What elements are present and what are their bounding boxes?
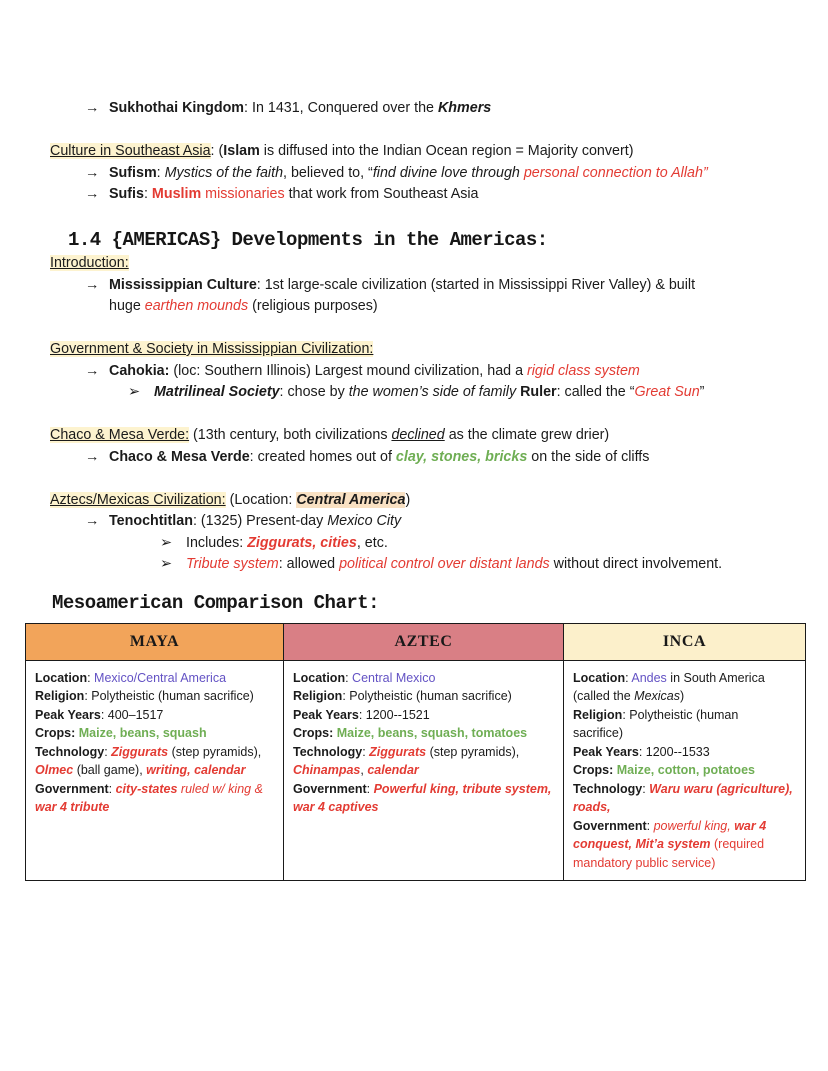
bullet-arrow-icon: → — [85, 186, 100, 202]
text-run: clay, stones, bricks — [395, 448, 528, 465]
text-run: : Polytheistic (human sacrifice) — [342, 689, 512, 703]
table-body-row — [26, 660, 806, 881]
table-cell-2 — [564, 660, 806, 881]
text-run: Olmec — [35, 763, 74, 777]
comparison-chart-title — [50, 590, 798, 616]
text-run: Government — [573, 818, 647, 833]
text-run: personal connection to Allah” — [523, 164, 708, 181]
text-run: Crops: — [35, 726, 76, 740]
bullet-text — [109, 184, 798, 206]
text-run: (required — [710, 837, 765, 851]
maya-cell-line — [35, 761, 274, 780]
space — [50, 120, 798, 142]
text-run: (step pyramids), — [426, 744, 520, 759]
space — [50, 206, 798, 228]
text-run: war 4 tribute — [35, 800, 110, 814]
text-run: : — [362, 744, 370, 759]
text-run: Mississippian Culture — [109, 276, 257, 293]
text-run: without direct involvement. — [549, 556, 723, 572]
comparison-table-section — [0, 623, 828, 882]
text-run: Crops: — [293, 726, 334, 740]
heading-culture-southeast-asia — [50, 141, 798, 163]
text-run: the women’s side of family — [348, 384, 521, 400]
comparison-table-wrap — [25, 623, 805, 882]
text-run: rigid class system — [527, 362, 640, 379]
bullet-text — [109, 511, 798, 533]
bullet-includes — [50, 533, 798, 555]
aztec-cell-line — [293, 669, 554, 688]
text-run: Religion — [573, 707, 623, 722]
text-run: Chaco & Mesa Verde: — [50, 427, 190, 443]
inca-cell-line — [573, 724, 796, 743]
text-run: huge — [109, 298, 145, 314]
bullet-mississippian-culture — [50, 275, 798, 318]
text-run: is diffused into the Indian Ocean region = Majority convert) — [259, 143, 634, 159]
text-run: : — [104, 744, 112, 759]
text-run: Sufis — [109, 186, 144, 202]
text-run: Cahokia: — [109, 362, 170, 379]
text-run: Technology — [293, 744, 363, 759]
text-run: : — [143, 186, 152, 202]
heading-aztecs-mexicas — [50, 490, 798, 512]
text-run: Central America — [296, 491, 406, 508]
bullet-arrow-icon: → — [85, 100, 100, 116]
table-header-inca: INCA — [564, 623, 806, 660]
text-run: : 400–1517 — [100, 707, 164, 722]
text-run: : — [345, 670, 353, 685]
text-run: : — [108, 781, 116, 796]
text-run: : — [646, 818, 654, 833]
bullet-chaco-mesa-verde — [50, 447, 798, 469]
text-run: (religious purposes) — [248, 298, 378, 314]
text-run: Government & Society in Mississippian Civilization: — [50, 341, 374, 357]
text-run: Central Mexico — [352, 670, 436, 685]
table-header-maya: MAYA — [26, 623, 284, 660]
text-run: Includes: — [186, 534, 248, 551]
text-run: Religion — [293, 689, 343, 703]
text-run: Location — [35, 670, 88, 685]
text-run: Mexico/Central America — [94, 670, 227, 685]
text-run: Maize, cotton, potatoes — [616, 763, 755, 777]
inca-cell-line — [573, 687, 796, 706]
maya-cell-line — [35, 687, 274, 706]
text-run: : called the “ — [556, 384, 635, 400]
text-run: Government — [293, 781, 367, 796]
text-run: ” — [699, 384, 705, 400]
table-cell-0 — [26, 660, 284, 881]
bullet-sukhothai — [50, 98, 798, 120]
maya-cell-line — [35, 798, 274, 817]
text-run: : — [642, 781, 650, 796]
aztec-cell-line — [293, 798, 554, 817]
inca-cell-line — [573, 854, 796, 873]
text-run: Peak Years — [293, 707, 359, 722]
text-run: , — [360, 763, 368, 777]
text-run: Peak Years — [35, 707, 101, 722]
text-run: Matrilineal Society — [154, 384, 280, 400]
bullet-arrow-icon: → — [85, 362, 100, 379]
text-run: Islam — [223, 143, 260, 159]
text-run: : allowed — [278, 556, 340, 572]
text-run: (ball game), — [73, 763, 147, 777]
text-run: on the side of cliffs — [527, 448, 650, 465]
inca-cell-line — [573, 835, 796, 854]
text-run: (called the — [573, 689, 635, 703]
space — [50, 468, 798, 490]
text-run: city-states — [115, 781, 178, 796]
text-run: : (1325) Present-day — [192, 513, 328, 529]
text-run: Mexico City — [327, 513, 402, 529]
text-run: Peak Years — [573, 744, 639, 759]
text-run: 1.4 {AMERICAS} Developments in the Americas: — [68, 229, 548, 251]
text-run: earthen mounds — [144, 298, 249, 314]
space — [50, 318, 798, 340]
text-run: : — [156, 164, 165, 181]
bullet-cahokia — [50, 361, 798, 383]
text-run: : 1200--1533 — [638, 744, 710, 759]
text-run: Culture in Southeast Asia — [50, 143, 211, 159]
inca-cell-line — [573, 743, 796, 762]
text-run: ruled w/ king & — [180, 781, 263, 796]
aztec-cell-line — [293, 780, 554, 799]
heading-introduction — [50, 253, 798, 275]
text-run: Location — [573, 670, 626, 685]
text-run: Crops: — [573, 763, 614, 777]
text-run: writing, calendar — [146, 763, 246, 777]
inca-cell-line — [573, 798, 796, 817]
text-run: that work from Southeast Asia — [284, 186, 479, 202]
text-run: (loc: Southern Illinois) Largest mound civilization, had a — [169, 362, 527, 379]
maya-cell-line — [35, 743, 274, 762]
text-run: Ziggurats — [369, 744, 427, 759]
aztec-cell-line — [293, 761, 554, 780]
text-run: Muslim — [151, 186, 202, 202]
text-run: : 1200--1521 — [358, 707, 430, 722]
bullet-arrow-icon: → — [85, 513, 100, 529]
aztec-cell-line — [293, 706, 554, 725]
text-run: (13th century, both civilizations — [189, 427, 392, 443]
text-run: Powerful king, tribute system, — [373, 781, 552, 796]
text-run: Ziggurats — [111, 744, 169, 759]
text-run: : Polytheistic (human sacrifice) — [84, 689, 254, 703]
bullet-text — [109, 163, 798, 185]
mesoamerican-comparison-table — [25, 623, 806, 882]
bullet-text — [109, 98, 798, 120]
text-run: war 4 captives — [293, 800, 379, 814]
bullet-sufism — [50, 163, 798, 185]
text-run: Maize, beans, squash — [78, 726, 207, 740]
table-header-aztec: AZTEC — [284, 623, 564, 660]
bullet-tenochtitlan — [50, 511, 798, 533]
text-run: Religion — [35, 689, 85, 703]
bullet-text — [154, 382, 798, 404]
text-run: Waru waru (agriculture), — [649, 781, 793, 796]
aztec-cell-line — [293, 687, 554, 706]
text-run: : created homes out of — [249, 448, 396, 465]
maya-cell-line — [35, 669, 274, 688]
text-run: sacrifice) — [573, 726, 624, 740]
inca-cell-line — [573, 706, 796, 725]
text-run: in South America — [666, 670, 765, 685]
text-run: Khmers — [437, 100, 492, 116]
bullet-sufis — [50, 184, 798, 206]
text-run: Ruler — [520, 384, 557, 400]
bullet-text — [186, 533, 798, 555]
text-run: powerful king, — [653, 818, 731, 833]
text-run: war 4 — [734, 818, 767, 833]
text-run: find divine love through — [372, 164, 524, 181]
maya-cell-line — [35, 724, 274, 743]
inca-cell-line — [573, 817, 796, 836]
text-run: Government — [35, 781, 109, 796]
text-run: Sufism — [109, 164, 157, 181]
text-run: Sukhothai Kingdom — [109, 100, 245, 116]
text-run: : Polytheistic (human — [622, 707, 739, 722]
bullet-tribute-system — [50, 554, 798, 576]
text-run: ) — [680, 689, 685, 703]
text-run: political control over distant lands — [339, 556, 550, 572]
aztec-cell-line — [293, 743, 554, 762]
text-run: Aztecs/Mexicas Civilization: — [50, 491, 226, 508]
bullet-matrilineal-society — [50, 382, 798, 404]
heading-government-society — [50, 339, 798, 361]
inca-cell-line — [573, 669, 796, 688]
text-run: Tenochtitlan — [109, 513, 193, 529]
bullet-arrow-icon: ➢ — [128, 384, 140, 400]
table-cell-1 — [284, 660, 564, 881]
section-heading-americas — [50, 227, 798, 253]
text-run: Mystics of the faith — [164, 164, 284, 181]
text-run: mandatory public service) — [573, 855, 716, 870]
text-run: Ziggurats, cities — [247, 534, 357, 551]
text-run: , etc. — [356, 534, 388, 551]
text-run: Maize, beans, squash, tomatoes — [336, 726, 528, 740]
table-header-row — [26, 623, 806, 660]
text-run: : — [87, 670, 95, 685]
bullet-arrow-icon: ➢ — [160, 534, 172, 551]
text-run: : — [625, 670, 632, 685]
text-run: (Location: — [225, 491, 297, 508]
text-run: Introduction: — [50, 255, 129, 271]
inca-cell-line — [573, 761, 796, 780]
bullet-text — [109, 275, 798, 318]
aztec-cell-line — [293, 724, 554, 743]
text-run: (step pyramids), — [168, 744, 262, 759]
inca-cell-line — [573, 780, 796, 799]
text-run: conquest, Mit’a system — [573, 837, 711, 851]
text-run: Chinampas — [293, 763, 361, 777]
text-run: Mesoamerican Comparison Chart: — [52, 591, 380, 614]
text-run: : 1st large-scale civilization (started in Mississippi River Valley) & built — [256, 276, 696, 293]
bullet-arrow-icon: → — [85, 164, 100, 181]
text-run: : ( — [210, 143, 224, 159]
text-run: Andes — [631, 670, 667, 685]
text-run: : In 1431, Conquered over the — [244, 100, 438, 116]
text-run: Technology — [573, 781, 643, 796]
bullet-text — [109, 447, 798, 469]
text-run: Tribute system — [186, 556, 279, 572]
bullet-text — [186, 554, 798, 576]
text-run: Technology — [35, 744, 105, 759]
bullet-arrow-icon: → — [85, 276, 100, 293]
text-run: Location — [293, 670, 346, 685]
text-run: Mexicas — [634, 689, 680, 703]
text-run: missionaries — [201, 186, 285, 202]
text-run: Chaco & Mesa Verde — [109, 448, 250, 465]
text-run: , believed to, “ — [283, 164, 373, 181]
maya-cell-line — [35, 780, 274, 799]
text-run: roads, — [573, 800, 611, 814]
text-run: calendar — [367, 763, 419, 777]
bullet-text — [109, 361, 798, 383]
maya-cell-line — [35, 706, 274, 725]
bullet-arrow-icon: → — [85, 448, 100, 465]
text-run: declined — [391, 427, 445, 443]
text-run: : — [366, 781, 374, 796]
space — [50, 404, 798, 426]
bullet-arrow-icon: ➢ — [160, 556, 172, 572]
heading-chaco-mesa-verde — [50, 425, 798, 447]
text-run: as the climate grew drier) — [444, 427, 610, 443]
text-run: Great Sun — [634, 384, 700, 400]
text-run: : chose by — [279, 384, 349, 400]
text-run: ) — [405, 491, 411, 508]
